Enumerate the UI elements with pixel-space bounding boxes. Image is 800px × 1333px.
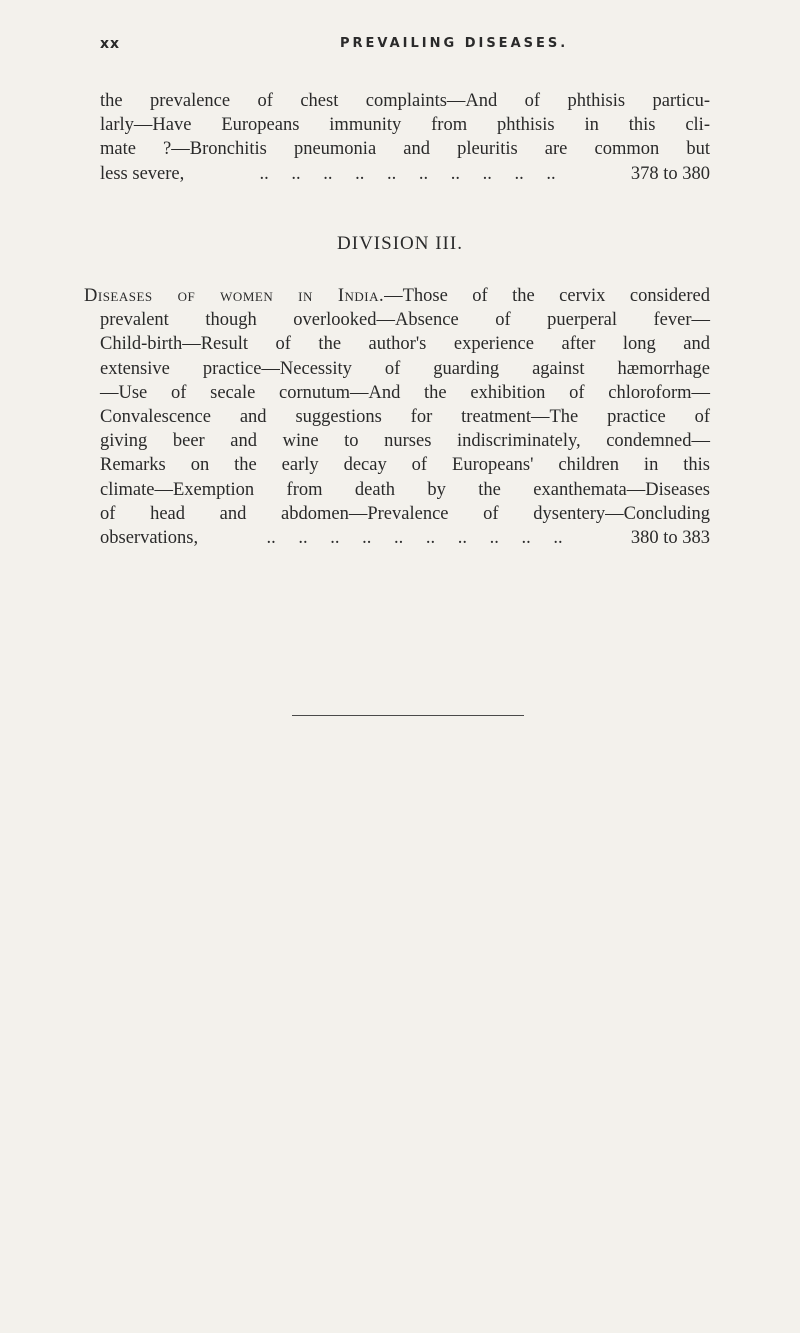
entry-last-line (100, 526, 710, 550)
text-line: prevalent though overlooked—Absence of puerperal fever— (100, 310, 710, 331)
text-line: extensive practice—Necessity of guarding against hæmorrhage (100, 358, 710, 379)
text-line: —Use of secale cornutum—And the exhibition of chloroform— (100, 382, 710, 403)
text-line: of head and abdomen—Prevalence of dysentery—Concluding (100, 503, 710, 524)
text-line: Child-birth—Result of the author's experience after long and (100, 334, 710, 355)
leader-dots: .. .. .. .. .. .. .. .. .. .. (266, 528, 563, 549)
entry-heading: Diseases of women in India. (84, 286, 385, 306)
text-line: giving beer and wine to nurses indiscriminately, condemned— (100, 431, 710, 452)
entry-last-text: less severe, (100, 163, 185, 184)
page-number: xx (100, 36, 121, 52)
text-line: Remarks on the early decay of Europeans' children in this (100, 455, 710, 476)
text-line: the prevalence of chest complaints—And of phthisis particu- (100, 91, 710, 111)
contents-entry-chest (100, 89, 710, 186)
leader-dots: .. .. .. .. .. .. .. .. .. .. (259, 163, 556, 184)
text-line: larly—Have Europeans immunity from phthisis in this cli- (100, 115, 710, 136)
text-line: climate—Exemption from death by the exanthemata—Diseases (100, 479, 710, 500)
division-heading: DIVISION III. (337, 233, 463, 254)
end-rule (292, 715, 524, 716)
running-title: PREVAILING DISEASES. (340, 36, 569, 51)
page-range: 380 to 383 (630, 528, 710, 549)
contents-entry-women (84, 284, 710, 550)
entry-last-text: observations, (100, 528, 199, 549)
page-range: 378 to 380 (630, 163, 710, 184)
running-head (100, 36, 710, 60)
text-line-first (84, 284, 710, 308)
entry-last-line (100, 162, 710, 186)
text-line: mate ?—Bronchitis pneumonia and pleuritis are common but (100, 139, 710, 160)
text-line: Convalescence and suggestions for treatment—The practice of (100, 407, 710, 428)
entry-heading-rest: —Those of the cervix considered (384, 286, 710, 306)
